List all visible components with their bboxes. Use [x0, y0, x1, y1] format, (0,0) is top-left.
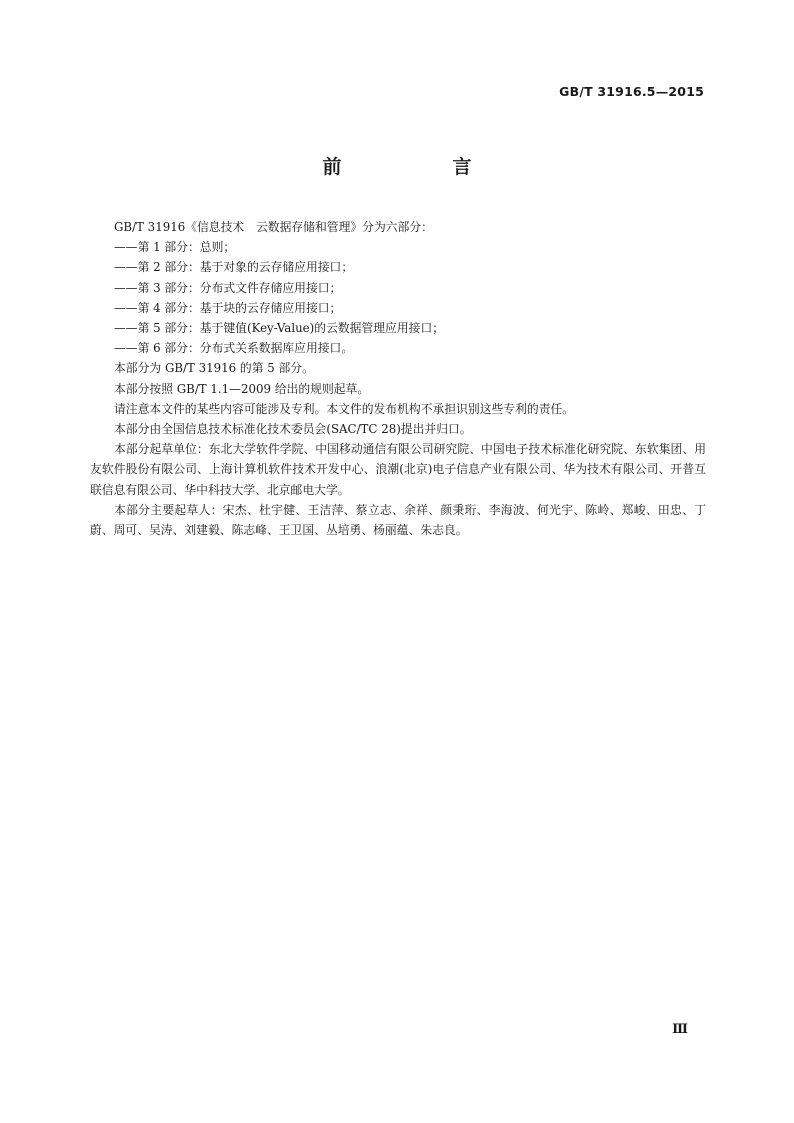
- paragraph-drafting-rules: 本部分按照 GB/T 1.1—2009 给出的规则起草。: [114, 381, 370, 396]
- paragraph-drafters: 本部分主要起草人：宋杰、杜宇健、王洁萍、蔡立志、余祥、颜秉珩、李海波、何光宇、陈岭、郑峻、田忠、丁蔚、周可、吴涛、刘建毅、陈志峰、王卫国、丛培勇、杨丽蕴、朱志良。: [90, 502, 706, 538]
- paragraph-drafting-units: 本部分起草单位：东北大学软件学院、中国移动通信有限公司研究院、中国电子技术标准化研究院、东软集团、用友软件股份有限公司、上海计算机软件技术开发中心、浪潮(北京)电子信息产业有限公司、华为技术有限公司、开普互联信息有限公司、华中科技大学、北京邮电大学。: [90, 442, 706, 497]
- foreword-body: [90, 217, 706, 540]
- list-item-part-2: ——第 2 部分：基于对象的云存储应用接口；: [114, 260, 354, 275]
- list-item-part-4: ——第 4 部分：基于块的云存储应用接口；: [114, 300, 342, 315]
- paragraph-part-number: 本部分为 GB/T 31916 的第 5 部分。: [114, 361, 314, 376]
- standard-code: GB/T 31916.5—2015: [559, 84, 704, 99]
- list-item-part-1: ——第 1 部分：总则；: [114, 240, 236, 255]
- list-item-part-6: ——第 6 部分：分布式关系数据库应用接口。: [114, 341, 354, 356]
- list-item-part-3: ——第 3 部分：分布式文件存储应用接口；: [114, 280, 342, 295]
- paragraph-patent-notice: 请注意本文件的某些内容可能涉及专利。本文件的发布机构不承担识别这些专利的责任。: [114, 401, 575, 416]
- paragraph-parts-intro: GB/T 31916《信息技术 云数据存储和管理》分为六部分：: [114, 220, 433, 234]
- page-title: 前 言: [322, 156, 518, 178]
- list-item-part-5: ——第 5 部分：基于键值(Key-Value)的云数据管理应用接口；: [114, 321, 445, 336]
- paragraph-proposer: 本部分由全国信息技术标准化技术委员会(SAC/TC 28)提出并归口。: [114, 422, 472, 437]
- page-number: Ⅲ: [672, 1022, 688, 1037]
